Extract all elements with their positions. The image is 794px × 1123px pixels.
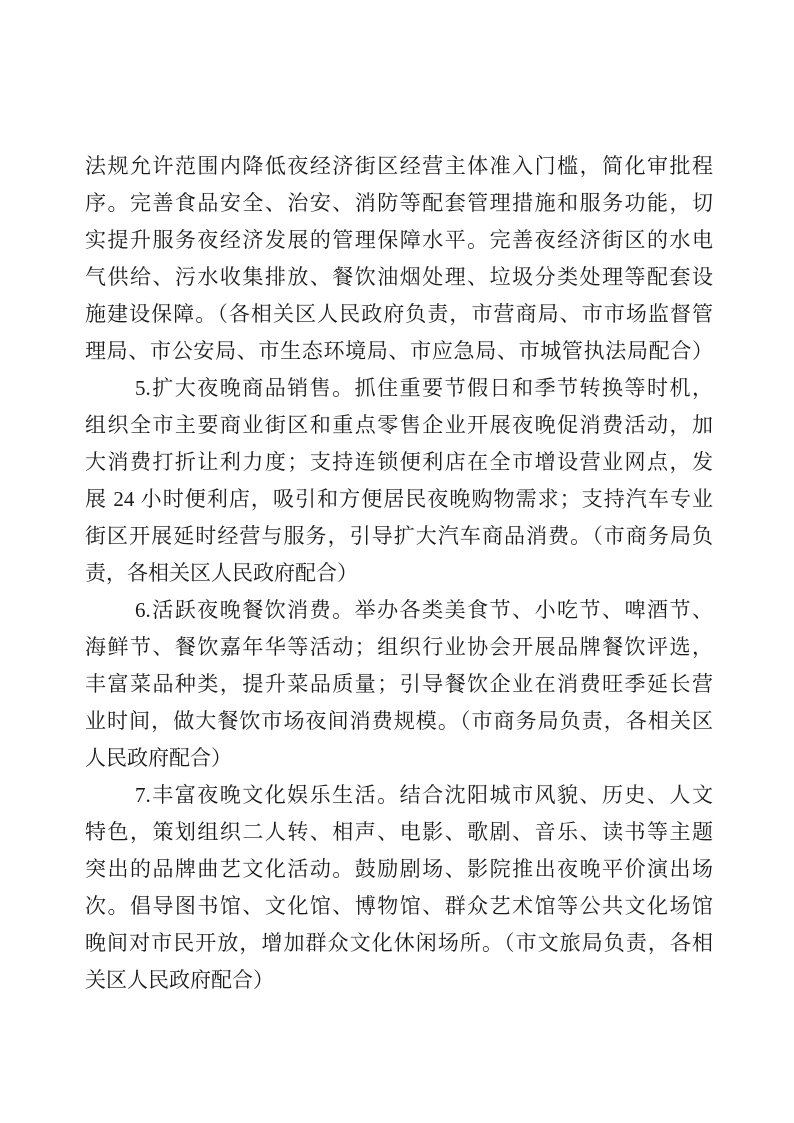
text-line: 组织全市主要商业街区和重点零售企业开展夜晚促消费活动，加 [85,413,713,437]
item-7-paragraph [85,777,713,999]
text-line: 突出的品牌曲艺文化活动。鼓励剧场、影院推出夜晚平价演出场 [85,857,713,881]
text-line: 次。倡导图书馆、文化馆、博物馆、群众艺术馆等公共文化场馆 [85,894,713,918]
text-line: 实提升服务夜经济发展的管理保障水平。完善夜经济街区的水电 [85,228,713,252]
document-body [85,148,713,999]
text-line: 海鲜节、餐饮嘉年华等活动；组织行业协会开展品牌餐饮评选， [85,635,713,659]
text-line: 气供给、污水收集排放、餐饮油烟处理、垃圾分类处理等配套设 [85,265,713,289]
text-line-item-5-heading: 5.扩大夜晚商品销售。抓住重要节假日和季节转换等时机， [135,376,713,400]
text-line: 施建设保障。（各相关区人民政府负责，市营商局、市市场监督管 [85,302,713,326]
text-line: 序。完善食品安全、治安、消防等配套管理措施和服务功能，切 [85,191,713,215]
text-line: 人民政府配合） [85,746,232,770]
item-5-paragraph [85,370,713,592]
continuation-paragraph [85,148,713,370]
text-line-item-7-heading: 7.丰富夜晚文化娱乐生活。结合沈阳城市风貌、历史、人文 [135,783,713,807]
text-line: 大消费打折让利力度；支持连锁便利店在全市增设营业网点，发 [85,450,713,474]
text-line-item-6-heading: 6.活跃夜晚餐饮消费。举办各类美食节、小吃节、啤酒节、 [135,598,713,622]
text-line: 关区人民政府配合） [85,968,274,992]
text-line: 丰富菜品种类，提升菜品质量；引导餐饮企业在消费旺季延长营 [85,672,713,696]
text-line: 法规允许范围内降低夜经济街区经营主体准入门槛，简化审批程 [85,154,713,178]
text-line: 理局、市公安局、市生态环境局、市应急局、市城管执法局配合） [85,339,713,363]
text-line: 业时间，做大餐饮市场夜间消费规模。（市商务局负责，各相关区 [85,709,713,733]
text-line: 责，各相关区人民政府配合） [85,561,358,585]
item-6-paragraph [85,592,713,777]
text-line: 展 24 小时便利店，吸引和方便居民夜晚购物需求；支持汽车专业 [85,487,713,511]
text-line: 街区开展延时经营与服务，引导扩大汽车商品消费。（市商务局负 [85,524,713,548]
text-line: 晚间对市民开放，增加群众文化休闲场所。（市文旅局负责，各相 [85,931,713,955]
text-line: 特色，策划组织二人转、相声、电影、歌剧、音乐、读书等主题 [85,820,713,844]
